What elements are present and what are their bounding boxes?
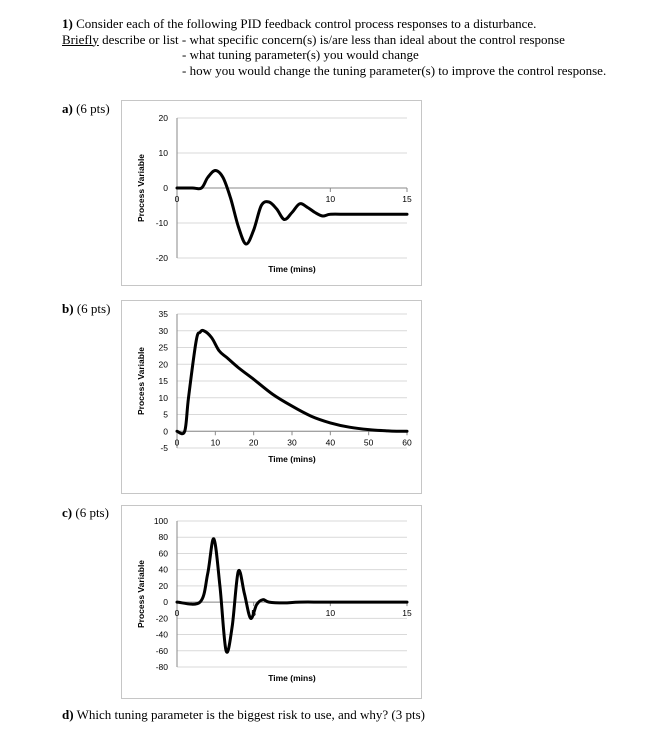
x-axis-title-b: Time (mins) [268,454,316,464]
y-tick-label-c-6: 40 [158,564,168,575]
x-tick-label-b-5: 50 [363,437,374,448]
y-tick-label-a-0: -20 [155,253,168,263]
briefly-word: Briefly [62,31,99,47]
y-tick-label-c-8: 80 [158,532,168,543]
part-d [62,707,425,723]
y-tick-label-b-6: 25 [158,342,168,353]
response-curve-c [174,539,407,653]
y-tick-label-b-8: 35 [158,309,168,319]
chart-a-plot [122,101,421,285]
bullet-how-to-change: - how you would change the tuning parameter(s) to improve the control response. [182,63,607,78]
question-line2: describe or list - what specific concern(s) is/are less than ideal about the control response [98,31,565,47]
y-tick-label-c-7: 60 [158,548,168,559]
question-number: 1) [62,16,73,31]
part-d-letter: d) [62,707,74,722]
y-tick-label-a-2: 0 [163,183,168,193]
part-a-letter: a) [62,101,73,116]
y-tick-label-c-9: 100 [153,516,168,526]
part-d-text: Which tuning parameter is the biggest risk to use, and why? (3 pts) [76,707,425,722]
part-c-letter: c) [62,505,73,520]
y-tick-label-c-0: -80 [155,662,168,672]
chart-c-plot [122,506,421,698]
x-tick-label-b-4: 40 [325,437,336,448]
question-intro: Consider each of the following PID feedback control process responses to a disturbance. [76,16,537,31]
x-tick-label-a-2: 15 [402,194,412,204]
x-tick-label-b-3: 30 [287,437,297,448]
y-tick-label-c-5: 20 [158,580,168,591]
y-tick-label-b-4: 15 [158,376,168,386]
part-b-points: (6 pts) [76,301,111,316]
part-b-letter: b) [62,301,74,316]
chart-a [121,100,422,286]
y-tick-label-b-2: 5 [163,409,168,420]
response-curve-b [177,330,407,433]
y-axis-title-b: Process Variable [136,346,146,416]
x-tick-label-c-2: 10 [325,608,336,619]
x-tick-label-a-1: 10 [325,194,336,204]
part-a-points: (6 pts) [76,101,110,116]
x-tick-label-b-0: 0 [174,437,180,448]
response-curve-a [174,171,407,245]
x-tick-label-c-0: 0 [174,608,180,619]
chart-c [121,505,422,699]
y-tick-label-a-4: 20 [158,113,168,123]
x-tick-label-b-2: 20 [248,437,259,448]
x-tick-label-a-0: 0 [174,194,180,204]
y-tick-label-a-3: 10 [158,148,168,158]
question-header [62,16,565,47]
y-tick-label-c-3: -20 [155,613,168,624]
part-c-label [62,505,109,521]
x-tick-label-c-1: 5 [251,608,257,619]
bullet-tuning-parameter: - what tuning parameter(s) you would change [182,47,419,62]
y-tick-label-b-1: 0 [163,426,168,437]
y-tick-label-b-0: -5 [160,443,168,453]
x-axis-title-a: Time (mins) [268,264,316,274]
y-tick-label-c-1: -60 [155,645,168,656]
x-axis-title-c: Time (mins) [268,673,316,683]
y-axis-title-c: Process Variable [136,559,146,629]
y-axis-title-a: Process Variable [136,153,146,223]
part-a-label [62,101,110,117]
y-tick-label-b-7: 30 [158,325,168,336]
part-c-points: (6 pts) [75,505,109,520]
y-tick-label-a-1: -10 [155,218,168,228]
x-tick-label-b-6: 60 [402,437,412,448]
y-tick-label-c-2: -40 [155,629,168,640]
chart-b-plot [122,301,421,493]
y-tick-label-b-5: 20 [158,359,168,370]
y-tick-label-c-4: 0 [163,597,168,608]
y-tick-label-b-3: 10 [158,392,168,403]
chart-b [121,300,422,494]
x-tick-label-c-3: 15 [402,608,412,619]
x-tick-label-b-1: 10 [210,437,221,448]
part-b-label [62,301,110,317]
